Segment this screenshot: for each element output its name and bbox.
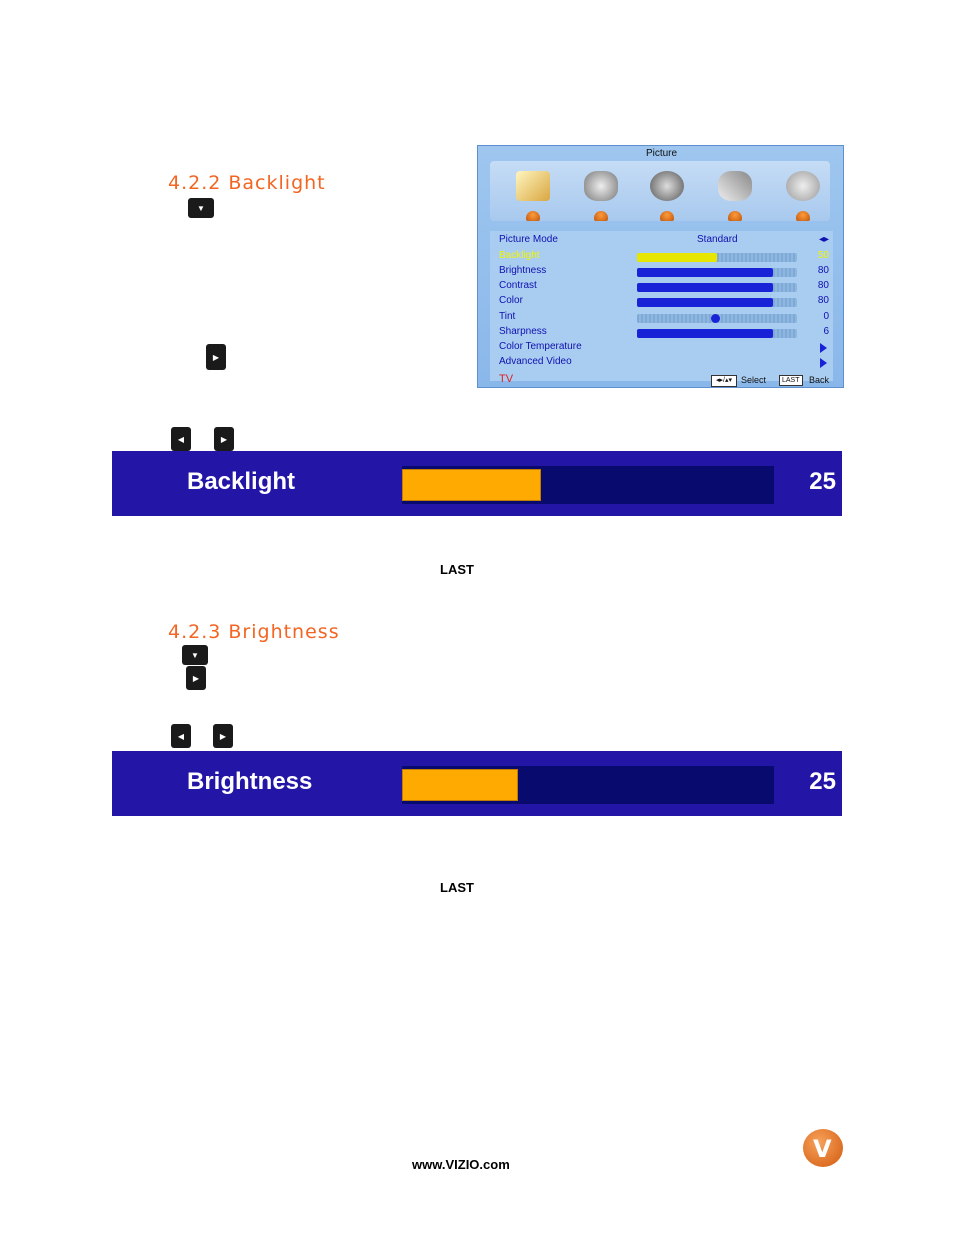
- menu-item-slider[interactable]: [637, 283, 797, 292]
- submenu-indicator-icon: [728, 211, 742, 221]
- menu-item-label: Tint: [499, 311, 516, 322]
- menu-item-backlight[interactable]: [499, 250, 829, 265]
- left-arrow-key-icon: ◀: [171, 427, 191, 451]
- banner-slider-track[interactable]: [402, 766, 774, 804]
- slider-knob: [711, 314, 720, 323]
- osd-title: Picture: [645, 148, 678, 159]
- submenu-indicator-icon: [796, 211, 810, 221]
- slider-fill: [637, 329, 773, 338]
- menu-item-value: 80: [817, 280, 829, 291]
- osd-icon-bar: [490, 161, 830, 221]
- menu-item-color-temperature[interactable]: [499, 341, 829, 356]
- menu-item-advanced-video[interactable]: [499, 356, 829, 371]
- slider-fill: [637, 283, 773, 292]
- banner-value: 25: [809, 468, 836, 495]
- submenu-indicator-icon: [526, 211, 540, 221]
- setup-menu-icon[interactable]: [718, 171, 752, 201]
- submenu-indicator-icon: [594, 211, 608, 221]
- down-arrow-key-icon: ▼: [182, 645, 208, 665]
- osd-settings-list: [490, 231, 833, 381]
- right-arrow-key-icon: ▶: [206, 344, 226, 370]
- menu-item-slider[interactable]: [637, 268, 797, 277]
- menu-item-value: 80: [817, 295, 829, 306]
- menu-item-label: Color Temperature: [499, 341, 582, 352]
- menu-item-label: Contrast: [499, 280, 537, 291]
- menu-item-value: 0: [823, 311, 829, 322]
- menu-item-value: Standard: [697, 234, 738, 245]
- menu-item-tint[interactable]: [499, 311, 829, 326]
- right-arrow-key-icon: ▶: [214, 427, 234, 451]
- menu-item-label: Color: [499, 295, 523, 306]
- submenu-indicator-icon: [660, 211, 674, 221]
- banner-slider-track[interactable]: [402, 466, 774, 504]
- osd-back-hint: Back: [809, 375, 830, 385]
- picture-menu-osd: [477, 145, 844, 388]
- osd-select-hint: Select: [741, 375, 767, 385]
- menu-item-slider[interactable]: [637, 253, 797, 262]
- submenu-arrow-icon: [820, 358, 827, 368]
- last-key-label: LAST: [440, 562, 474, 577]
- backlight-adjust-banner: [112, 451, 842, 516]
- menu-item-slider[interactable]: [637, 314, 797, 323]
- nav-arrows-key-icon: ◂▸/▴▾: [711, 375, 737, 387]
- submenu-arrow-icon: [820, 343, 827, 353]
- banner-slider-fill: [402, 769, 518, 801]
- slider-fill: [637, 298, 773, 307]
- vizio-logo-icon: V: [803, 1129, 843, 1167]
- down-arrow-key-icon: ▼: [188, 198, 214, 218]
- banner-slider-fill: [402, 469, 541, 501]
- section-heading-backlight: 4.2.2 Backlight: [168, 172, 326, 194]
- menu-item-value: 50: [817, 250, 829, 261]
- menu-item-label: Backlight: [499, 250, 540, 261]
- menu-item-label: Picture Mode: [499, 234, 558, 245]
- section-heading-brightness: 4.2.3 Brightness: [168, 621, 340, 643]
- footer-url: www.VIZIO.com: [412, 1157, 510, 1172]
- banner-label: Backlight: [187, 468, 296, 495]
- last-key-label: LAST: [440, 880, 474, 895]
- menu-item-sharpness[interactable]: [499, 326, 829, 341]
- parental-menu-icon[interactable]: [786, 171, 820, 201]
- left-arrow-key-icon: ◀: [171, 724, 191, 748]
- menu-item-brightness[interactable]: [499, 265, 829, 280]
- banner-value: 25: [809, 768, 836, 795]
- audio-menu-icon[interactable]: [584, 171, 618, 201]
- brightness-adjust-banner: [112, 751, 842, 816]
- menu-item-slider[interactable]: [637, 298, 797, 307]
- menu-item-label: Sharpness: [499, 326, 547, 337]
- menu-item-contrast[interactable]: [499, 280, 829, 295]
- slider-fill: [637, 268, 773, 277]
- menu-item-value: 6: [823, 326, 829, 337]
- last-key-icon: LAST: [779, 375, 803, 386]
- tv-menu-icon[interactable]: [650, 171, 684, 201]
- banner-label: Brightness: [187, 768, 313, 795]
- osd-input-source: TV: [499, 373, 514, 385]
- slider-fill: [637, 253, 717, 262]
- picture-menu-icon[interactable]: [516, 171, 550, 201]
- menu-item-color[interactable]: [499, 295, 829, 310]
- menu-item-value: 80: [817, 265, 829, 276]
- menu-item-label: Advanced Video: [499, 356, 572, 367]
- menu-item-label: Brightness: [499, 265, 547, 276]
- left-right-arrows-icon: ◂▸: [818, 234, 829, 245]
- right-arrow-key-icon: ▶: [213, 724, 233, 748]
- menu-item-slider[interactable]: [637, 329, 797, 338]
- menu-item-picture-mode[interactable]: [499, 234, 829, 249]
- right-arrow-key-icon: ▶: [186, 666, 206, 690]
